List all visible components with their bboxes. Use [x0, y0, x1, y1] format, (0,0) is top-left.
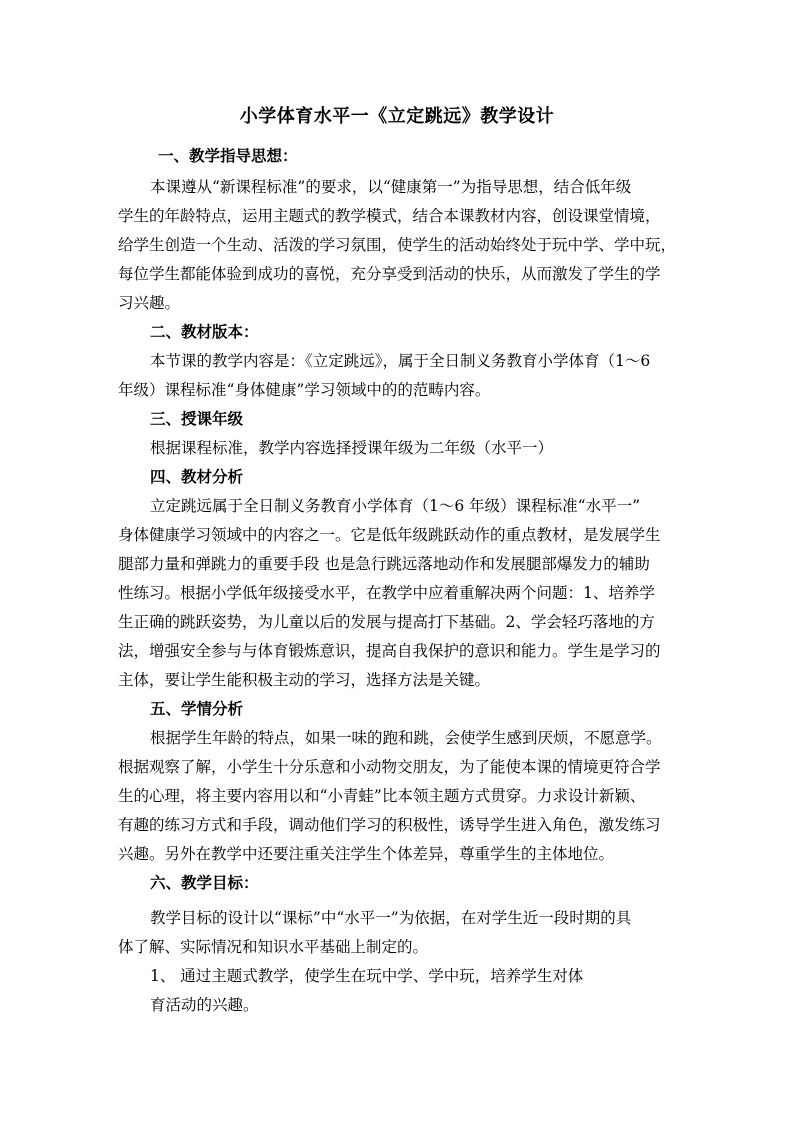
- section-heading-teaching-objectives: 六、教学目标：: [150, 874, 259, 892]
- paragraph-line: 有趣的练习方式和手段，调动他们学习的积极性，诱导学生进入角色，激发练习: [118, 816, 661, 834]
- paragraph-line: 腿部力量和弹跳力的重要手段 也是急行跳远落地动作和发展腿部爆发力的辅助: [118, 555, 650, 573]
- paragraph-line: 习兴趣。: [118, 294, 181, 312]
- paragraph-line: 每位学生都能体验到成功的喜悦，充分享受到活动的快乐，从而激发了学生的学: [118, 265, 661, 283]
- list-item-objective-1: 1、 通过主题式教学，使学生在玩中学、学中玩，培养学生对体: [150, 967, 584, 985]
- section-heading-guiding-thought: 一、教学指导思想：: [158, 147, 298, 165]
- paragraph-line: 体了解、实际情况和知识水平基础上制定的。: [118, 938, 429, 956]
- paragraph-line: 本课遵从“新课程标准”的要求，以“健康第一”为指导思想，结合低年级: [150, 178, 632, 196]
- paragraph-line: 本节课的教学内容是：《立定跳远》，属于全日制义务教育小学体育（1～6: [150, 352, 651, 370]
- paragraph-line: 法，增强安全参与与体育锻炼意识，提高自我保护的意识和能力。学生是学习的: [118, 642, 661, 660]
- section-heading-textbook-edition: 二、教材版本：: [150, 323, 259, 341]
- paragraph-line: 年级）课程标准“身体健康”学习领域中的的范畴内容。: [118, 381, 491, 399]
- section-heading-material-analysis: 四、教材分析: [150, 468, 244, 486]
- paragraph-line: 教学目标的设计以“课标”中“水平一”为依据，在对学生近一段时期的具: [150, 909, 632, 927]
- paragraph-line: 生的心理，将主要内容用以和“小青蛙”比本领主题方式贯穿。力求设计新颖、: [118, 787, 646, 805]
- section-heading-student-analysis: 五、学情分析: [150, 700, 244, 718]
- paragraph-line: 给学生创造一个生动、活泼的学习氛围，使学生的活动始终处于玩中学、学中玩，: [118, 236, 677, 254]
- paragraph-line: 主体，要让学生能积极主动的学习，选择方法是关键。: [118, 671, 491, 689]
- paragraph-line: 根据观察了解，小学生十分乐意和小动物交朋友，为了能使本课的情境更符合学: [118, 758, 661, 776]
- paragraph-line: 学生的年龄特点，运用主题式的教学模式，结合本课教材内容，创设课堂情境，: [118, 207, 661, 225]
- section-heading-grade: 三、授课年级: [150, 410, 244, 428]
- paragraph-line: 根据课程标准，教学内容选择授课年级为二年级（水平一）: [150, 439, 554, 457]
- document-title: 小学体育水平一《立定跳远》教学设计: [239, 106, 555, 127]
- paragraph-line: 生正确的跳跃姿势，为儿童以后的发展与提高打下基础。2、学会轻巧落地的方: [118, 613, 655, 631]
- paragraph-line: 兴趣。另外在教学中还要注重关注学生个体差异，尊重学生的主体地位。: [118, 845, 615, 863]
- paragraph-line: 根据学生年龄的特点，如果一味的跑和跳，会使学生感到厌烦，不愿意学。: [150, 729, 662, 747]
- paragraph-line: 身体健康学习领域中的内容之一。它是低年级跳跃动作的重点教材，是发展学生: [118, 526, 661, 544]
- paragraph-line: 育活动的兴趣。: [150, 996, 259, 1014]
- paragraph-line: 性练习。根据小学低年级接受水平，在教学中应着重解决两个问题：1、培养学: [118, 584, 655, 602]
- paragraph-line: 立定跳远属于全日制义务教育小学体育（1～6 年级）课程标准“水平一”: [150, 497, 641, 515]
